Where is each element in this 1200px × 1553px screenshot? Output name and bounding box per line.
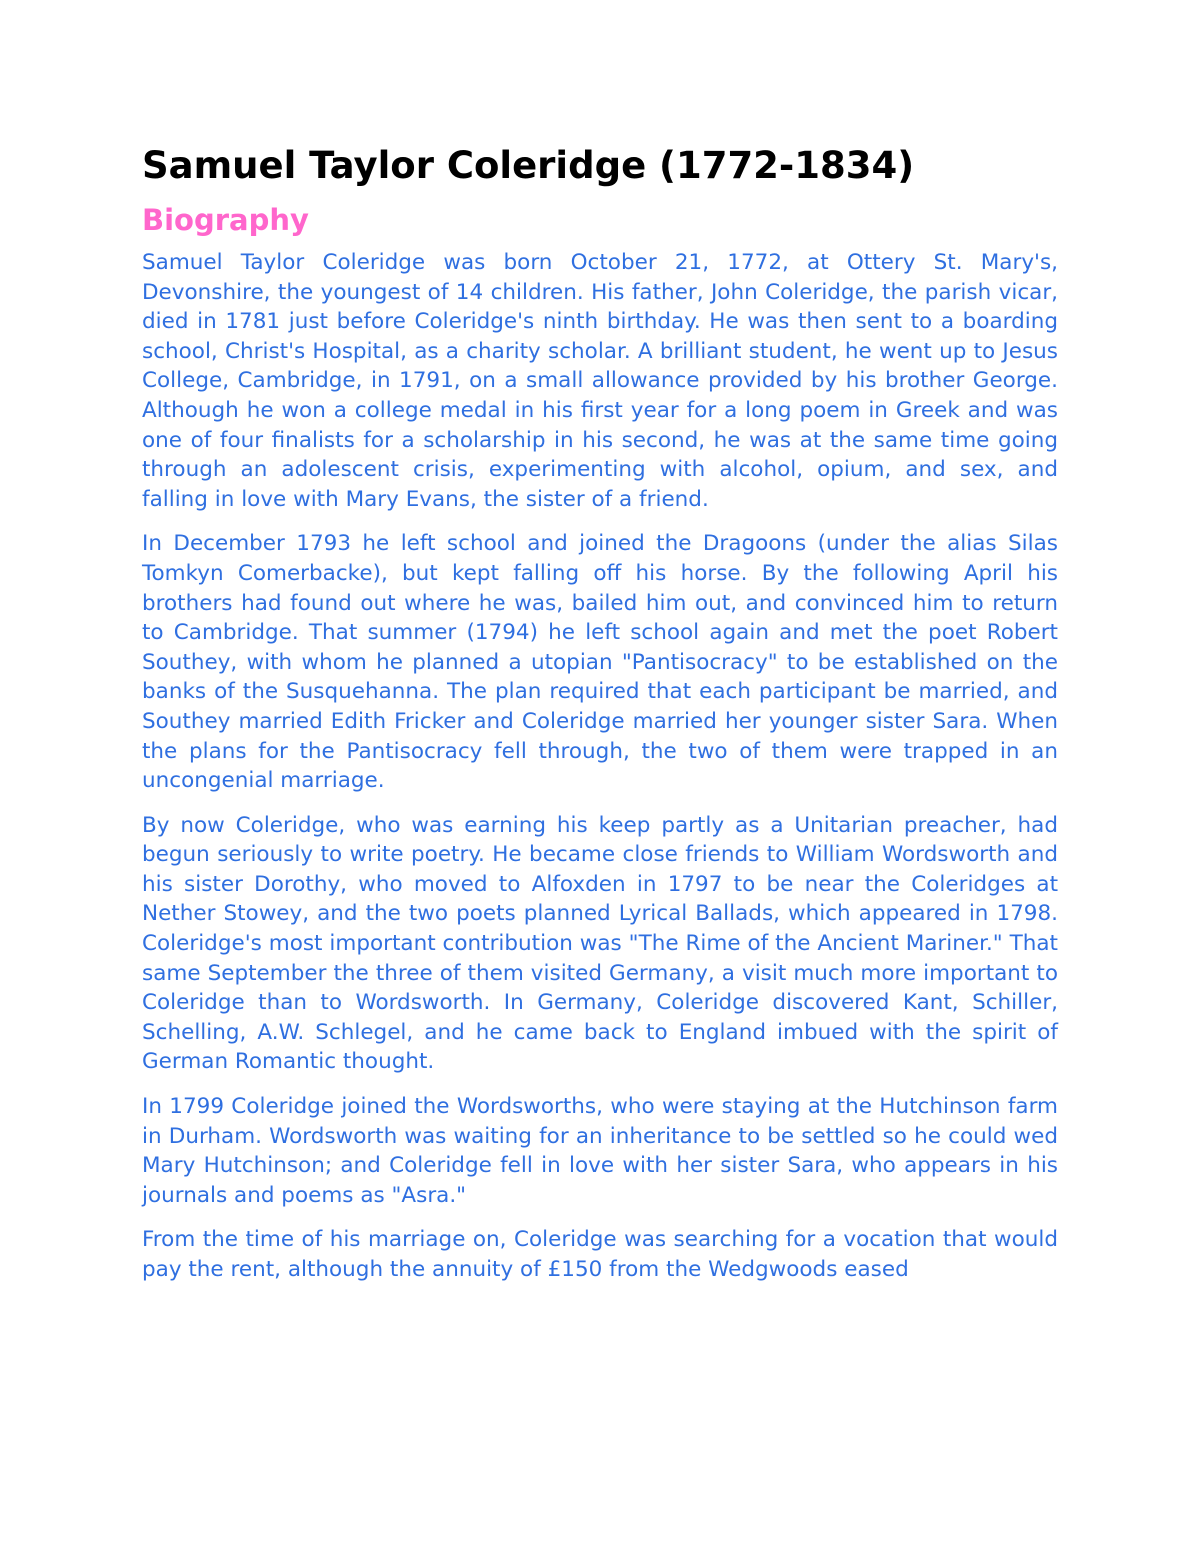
biography-paragraph-1: Samuel Taylor Coleridge was born October 21, 1772, at Ottery St. Mary's, Devonshire, the youngest of 14 children. His father, John Coleridge, the parish vicar, died in 1781 just before Coleridge's ninth birthday. He was then sent to a boarding school, Christ's Hospital, as a charity scholar. A brilliant student, he went up to Jesus College, Cambridge, in 1791, on a small allowance provided by his brother George. Although he won a college medal in his first year for a long poem in Greek and was one of four finalists for a scholarship in his second, he was at the same time going through an adolescent crisis, experimenting with alcohol, opium, and sex, and falling in love with Mary Evans, the sister of a friend. xyxy=(142,250,1058,512)
biography-paragraph-4: In 1799 Coleridge joined the Wordsworths, who were staying at the Hutchinson farm in Durham. Wordsworth was waiting for an inheritance to be settled so he could wed Mary Hutchinson; and Coleridge fell in love with her sister Sara, who appears in his journals and poems as "Asra." xyxy=(142,1094,1058,1208)
document-page xyxy=(142,140,1058,1300)
section-heading-biography: Biography xyxy=(142,203,309,237)
biography-paragraph-5: From the time of his marriage on, Coleridge was searching for a vocation that would pay the rent, although the annuity of £150 from the Wedgwoods eased xyxy=(142,1227,1058,1282)
biography-paragraph-3: By now Coleridge, who was earning his keep partly as a Unitarian preacher, had begun seriously to write poetry. He became close friends to William Wordsworth and his sister Dorothy, who moved to Alfoxden in 1797 to be near the Coleridges at Nether Stowey, and the two poets planned Lyrical Ballads, which appeared in 1798. Coleridge's most important contribution was "The Rime of the Ancient Mariner." That same September the three of them visited Germany, a visit much more important to Coleridge than to Wordsworth. In Germany, Coleridge discovered Kant, Schiller, Schelling, A.W. Schlegel, and he came back to England imbued with the spirit of German Romantic thought. xyxy=(142,812,1058,1075)
document-title: Samuel Taylor Coleridge (1772-1834) xyxy=(142,144,915,187)
biography-paragraph-2: In December 1793 he left school and joined the Dragoons (under the alias Silas Tomkyn Comerbacke), but kept falling off his horse. By the following April his brothers had found out where he was, bailed him out, and convinced him to return to Cambridge. That summer (1794) he left school again and met the poet Robert Southey, with whom he planned a utopian "Pantisocracy" to be established on the banks of the Susquehanna. The plan required that each participant be married, and Southey married Edith Fricker and Coleridge married her younger sister Sara. When the plans for the Pantisocracy fell through, the two of them were trapped in an uncongenial marriage. xyxy=(142,531,1058,794)
